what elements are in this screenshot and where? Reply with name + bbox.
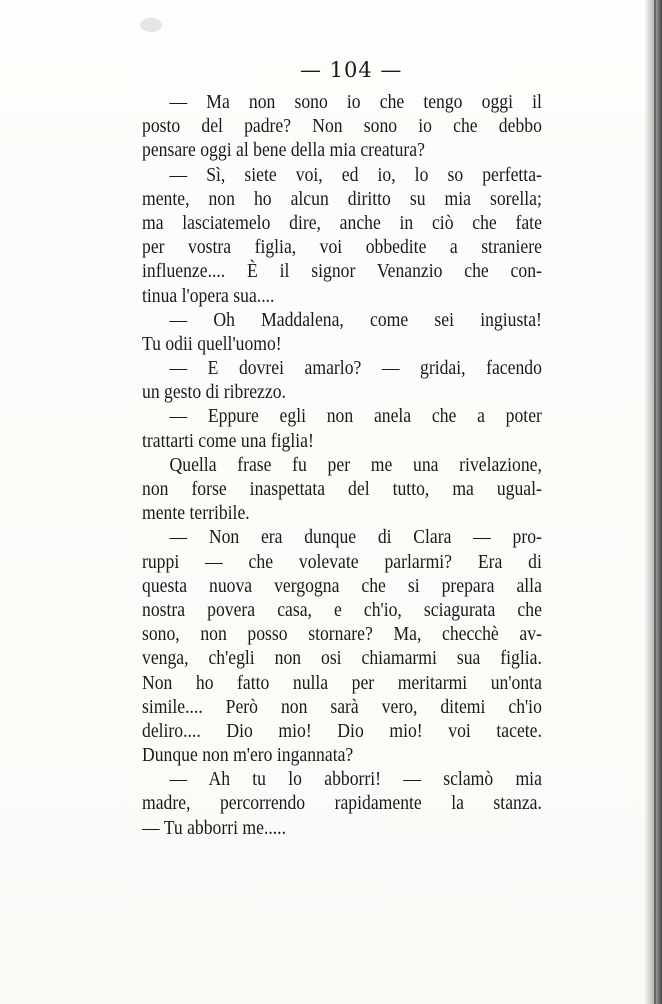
text-line: posto del padre? Non sono io che debbo [142,115,542,138]
text-line: — Non era dunque di Clara — pro- [169,526,542,549]
text-line: Quella frase fu per me una rivelazione, [169,453,542,476]
paper-stain [140,18,162,32]
body-text [142,90,542,840]
text-line: Dunque non m'ero ingannata? [142,744,354,767]
text-line: ma lasciatemelo dire, anche in ciò che fate [142,211,542,234]
text-line: pensare oggi al bene della mia creatura? [142,139,425,162]
text-line: Non ho fatto nulla per meritarmi un'onta [142,671,542,694]
text-line: sono, non posso stornare? Ma, checchè av- [142,623,542,646]
text-line: tinua l'opera sua.... [142,284,275,307]
text-line: — Tu abborri me..... [142,816,286,839]
page-edge-line [654,0,656,1004]
text-line: — Ah tu lo abborri! — sclamò mia [169,768,542,791]
text-line: un gesto di ribrezzo. [142,381,286,404]
text-line: non forse inaspettata del tutto, ma ugual- [142,478,542,500]
text-line: influenze.... È il signor Venanzio che con- [142,260,542,283]
text-line: per vostra figlia, voi obbedite a straniere [142,236,542,259]
text-line: deliro.... Dio mio! Dio mio! voi tacete. [142,719,542,742]
text-line: — E dovrei amarlo? — gridai, facendo [169,357,542,380]
text-line: venga, ch'egli non osi chiamarmi sua figlia. [142,647,542,670]
text-line: nostra povera casa, e ch'io, sciagurata che [142,598,542,621]
text-line: Tu odii quell'uomo! [142,332,282,355]
text-line: simile.... Però non sarà vero, ditemi ch'io [142,695,542,718]
text-line: ruppi — che volevate parlarmi? Era di [142,550,542,573]
text-line: madre, percorrendo rapidamente la stanza. [142,792,542,815]
page-edge-shadow [644,0,662,1004]
page-number: — 104 — [300,58,403,82]
text-line: — Sì, siete voi, ed io, lo so perfetta- [169,163,542,186]
text-line: — Ma non sono io che tengo oggi il [169,91,542,113]
text-line: questa nuova vergogna che si prepara alla [142,574,542,597]
text-line: — Oh Maddalena, come sei ingiusta! [169,308,542,331]
text-line: mente, non ho alcun diritto su mia sorella; [142,187,542,210]
text-line: trattarti come una figlia! [142,429,314,452]
text-line: mente terribile. [142,502,250,525]
text-line: — Eppure egli non anela che a poter [169,405,542,428]
